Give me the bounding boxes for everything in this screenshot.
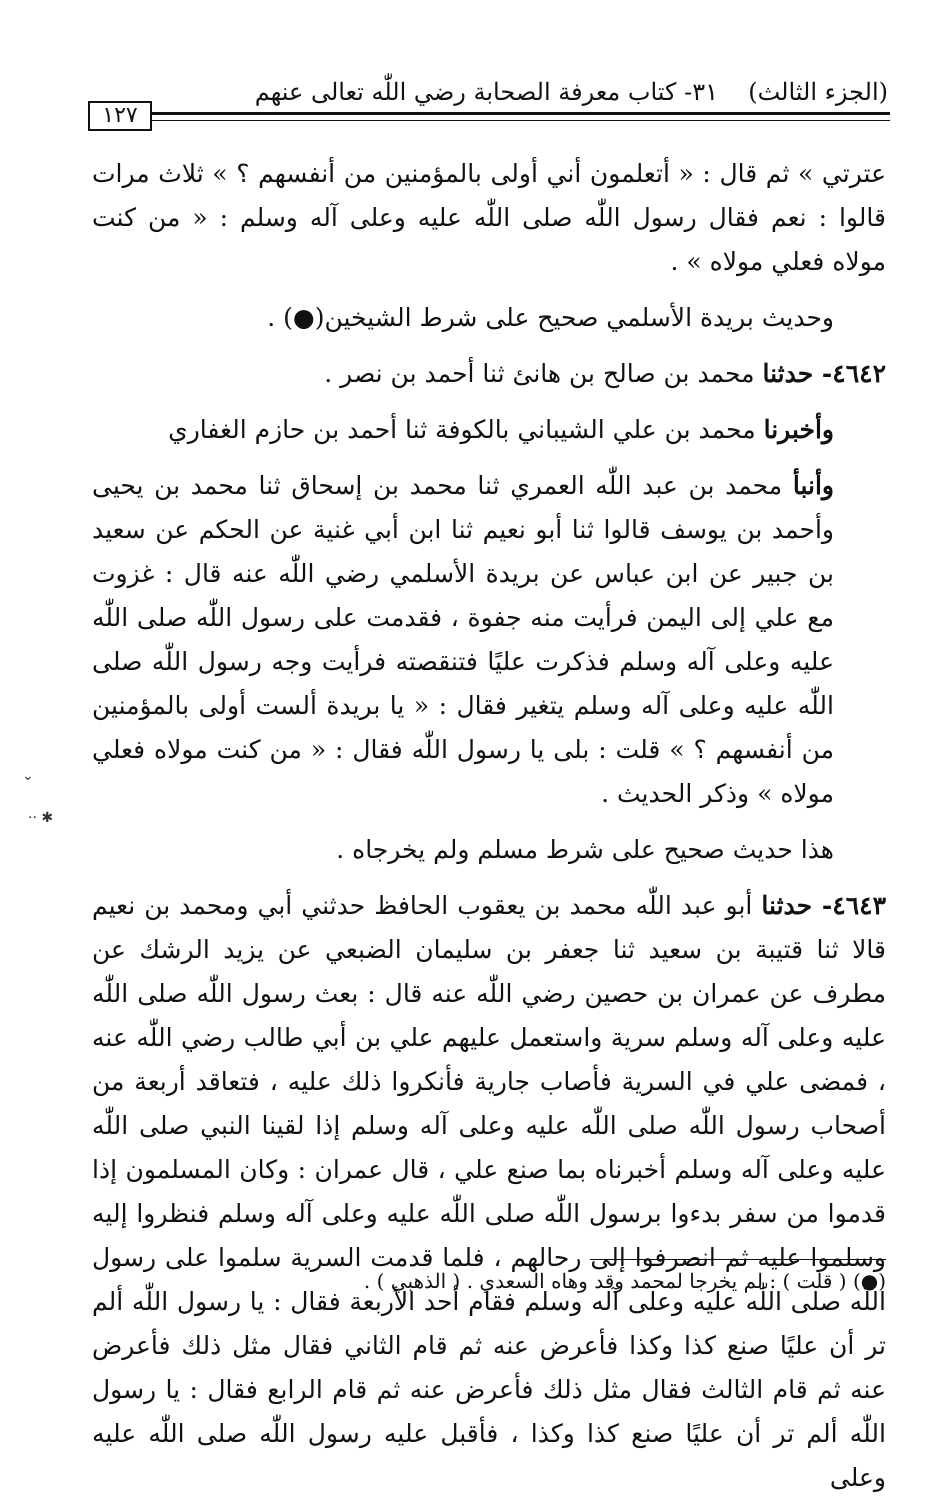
volume-title: (الجزء الثالث) [748,78,888,106]
paragraph-text: محمد بن صالح بن هانئ ثنا أحمد بن نصر . [324,359,763,388]
margin-mark: ·· ✱ [28,810,54,826]
hadith-number-lead: ٤٦٤٢- حدثنا [762,359,886,388]
paragraph-text: محمد بن عبد اللّٰه العمري ثنا محمد بن إسحاق ثنا محمد بن يحيى وأحمد بن يوسف قالوا ثنا أبو نعيم ثنا ابن أبي غنية عن الحكم عن سعيد بن جبير عن ابن عباس عن بريدة الأسلمي رضي اللّٰه عنه قال : غزوت مع علي إلى اليمن فرأيت منه جفوة ، فقدمت على رسول اللّٰه صلى اللّٰه عليه وعلى آله وسلم فذكرت عليًا فتنقصته فرأيت وجه رسول اللّٰه صلى اللّٰه عليه وعلى آله وسلم يتغير فقال : « يا بريدة ألست أولى بالمؤمنين من أنفسهم ؟ » قلت : بلى يا رسول اللّٰه فقال : « من كنت مولاه فعلي مولاه » وذكر الحديث . [92,471,834,808]
hadith-4643 [92,884,886,1500]
paragraph-lead: وأنبأ [792,471,834,500]
hadith-number-lead: ٤٦٤٣- حدثنا [761,891,886,920]
page-number: ١٢٧ [88,101,152,131]
paragraph-lead: وأخبرنا [763,415,834,444]
header-rule-thick [150,112,890,115]
chapter-title: ٣١- كتاب معرفة الصحابة رضي اللّٰه تعالى عنهم [254,78,718,106]
hadith-4642 [92,352,886,396]
paragraph [92,152,886,284]
paragraph-text: أبو عبد اللّٰه محمد بن يعقوب الحافظ حدثني أبي ومحمد بن نعيم قالا ثنا قتيبة بن سعيد ثنا جعفر بن سليمان الضبعي عن يزيد الرشك عن مطرف عن عمران بن حصين رضي اللّٰه عنه قال : بعث رسول اللّٰه صلى اللّٰه عليه وعلى آله وسلم سرية واستعمل عليهم علي بن أبي طالب رضي اللّٰه عنه ، فمضى علي في السرية فأصاب جارية فأنكروا ذلك عليه ، فتعاقد أربعة من أصحاب رسول اللّٰه صلى اللّٰه عليه وعلى آله وسلم إذا لقينا النبي صلى اللّٰه عليه وعلى آله وسلم أخبرناه بما صنع علي ، قال عمران : وكان المسلمون إذا قدموا من سفر بدءوا برسول اللّٰه صلى اللّٰه عليه وعلى آله وسلم فنظروا إليه وسلموا عليه ثم انصرفوا إلى رحالهم ، فلما قدمت السرية سلموا على رسول اللّٰه صلى اللّٰه عليه وعلى آله وسلم فقام أحد الأربعة فقال : يا رسول اللّٰه ألم تر أن عليًا صنع كذا وكذا فأعرض عنه ثم قام الثاني فقال مثل ذلك فأعرض عنه ثم قام الثالث فقال مثل ذلك فأعرض عنه ثم قام الرابع فقال : يا رسول اللّٰه ألم تر أن عليًا صنع كذا وكذا ، فأقبل عليه رسول اللّٰه صلى اللّٰه عليه وعلى [92,891,886,1492]
paragraph [92,408,886,452]
paragraph-text: وحديث بريدة الأسلمي صحيح على شرط الشيخين(●) . [267,303,834,332]
footnote-separator [590,1259,886,1260]
paragraph-text: هذا حديث صحيح على شرط مسلم ولم يخرجاه . [336,835,834,864]
footnote: (●) ( قلت ) : لم يخرجا لمحمد وقد وهاه السعدي . ( الذهبي ) . [363,1269,886,1293]
margin-mark: ⌄ [22,768,34,784]
paragraph [92,464,886,816]
running-header [150,72,888,112]
paragraph [92,828,886,872]
header-rule-thin [150,120,890,121]
paragraph-text: عترتي » ثم قال : « أتعلمون أني أولى بالمؤمنين من أنفسهم ؟ » ثلاث مرات قالوا : نعم فقال رسول اللّٰه صلى اللّٰه عليه وعلى آله وسلم : « من كنت مولاه فعلي مولاه » . [92,159,886,276]
paragraph [92,296,886,340]
paragraph-text: محمد بن علي الشيباني بالكوفة ثنا أحمد بن حازم الغفاري [168,415,764,444]
